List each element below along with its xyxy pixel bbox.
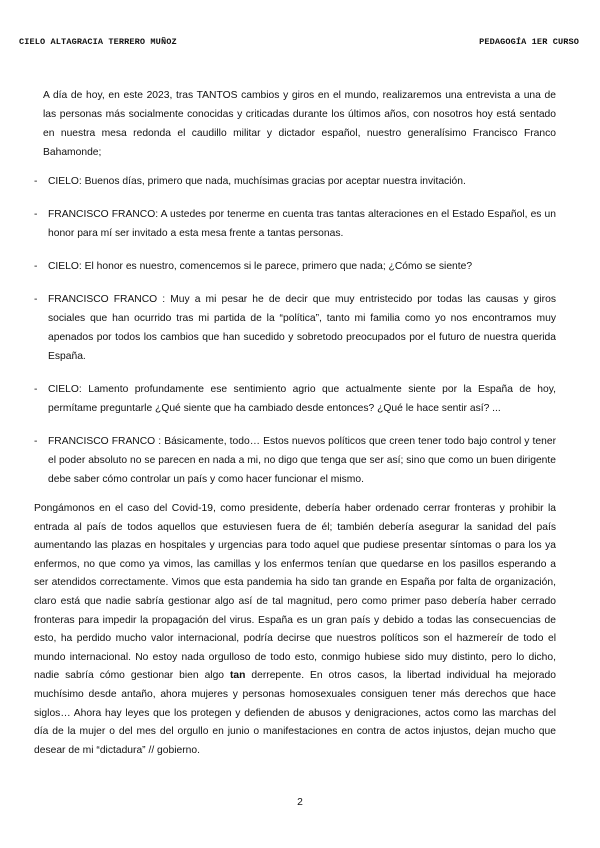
header-author: CIELO ALTAGRACIA TERRERO MUÑOZ — [19, 37, 177, 47]
list-dash: - — [34, 384, 38, 395]
dialogue-text: CIELO: El honor es nuestro, comencemos si le parece, primero que nada; ¿Cómo se siente? — [48, 261, 473, 272]
dialogue-text: FRANCISCO FRANCO : Muy a mi pesar he de decir que muy entristecido por todas las causas y giros sociales que han ocurrido tras mi partida de la “política”, tanto mi familia como yo nos encontramos muy apenados por todos los cambios que han sucedido y sobretodo preocupados por el futuro de nuestra querida España. — [48, 294, 556, 362]
dialogue-text: FRANCISCO FRANCO : Básicamente, todo… Estos nuevos políticos que creen tener todo bajo control y tener el poder absoluto no se parecen en nada a mi, no digo que tenga que ser así; sino que como un buen dirigente debe saber cómo controlar un país y como hacer funcionar el mismo. — [48, 436, 556, 485]
dialogue-item — [34, 172, 556, 191]
dialogue-text: CIELO: Lamento profundamente ese sentimiento agrio que actualmente siente por la España de hoy, permítame preguntarle ¿Qué siente que ha cambiado desde entonces? ¿Qué le hace sentir así? ... — [48, 384, 556, 414]
list-dash: - — [34, 209, 38, 220]
list-dash: - — [34, 176, 38, 187]
dialogue-text: CIELO: Buenos días, primero que nada, muchísimas gracias por aceptar nuestra invitación. — [48, 176, 466, 187]
header-course: PEDAGOGÍA 1ER CURSO — [479, 37, 579, 47]
dialogue-item — [34, 205, 556, 243]
body-text-part1: Pongámonos en el caso del Covid-19, como presidente, debería haber ordenado cerrar fronteras y prohibir la entrada al país de todos aquellos que estuviesen fuera de él; también debería asegurar la sanidad del país aumentando las plazas en hospitales y urgencias para todo aquel que pudiese presentar síntomas o para los ya enfermos, no que como ya vimos, las camillas y los enfermos tenían que quedarse en los pasillos esperando a ser atendidos correctamente. Vimos que esta pandemia ha sido tan grande en España por falta de organización, claro está que nadie sabría gestionar algo así de tal magnitud, pero como primer paso debería haber cerrado fronteras para impedir la propagación del virus. España es un gran país y debido a todas las consecuencias de esto, ha perdido mucho valor internacional, podría decirse que nuestros políticos son el hazmereír de todo el mundo internacional. No estoy nada orgulloso de todo esto, conmigo hubiese sido muy distinto, pero lo dicho, nadie sabría cómo gestionar bien algo — [34, 503, 556, 682]
body-bold-word: tan — [229, 670, 246, 682]
interview-dialogue — [34, 172, 556, 503]
dialogue-item — [34, 257, 556, 276]
list-dash: - — [34, 436, 38, 447]
body-paragraph — [34, 500, 556, 760]
intro-paragraph: A día de hoy, en este 2023, tras TANTOS cambios y giros en el mundo, realizaremos una entrevista a una de las personas más socialmente conocidas y criticadas durante los últimos años, con nosotros hoy está sentado en nuestra mesa redonda el caudillo militar y dictador español, nuestro generalísimo Francisco Franco Bahamonde; — [43, 90, 556, 158]
list-dash: - — [34, 261, 38, 272]
dialogue-item — [34, 380, 556, 418]
list-dash: - — [34, 294, 38, 305]
dialogue-item — [34, 432, 556, 489]
dialogue-text: FRANCISCO FRANCO: A ustedes por tenerme en cuenta tras tantas alteraciones en el Estado Español, es un honor para mí ser invitado a esta mesa frente a tantas personas. — [48, 209, 556, 239]
body-text-part2: derrepente. En otros casos, la libertad individual ha mejorado muchísimo desde antaño, ahora mujeres y personas homosexuales consiguen tener más derechos que hace siglos… Ahora hay leyes que los protegen y defienden de abusos y denigraciones, actos como las marchas del día de la mujer o del mes del orgullo en junio o manifestaciones en contra de actos injustos, dejan mucho que desear de mi “dictadura” // gobierno. — [34, 670, 556, 756]
page-number: 2 — [297, 797, 303, 808]
dialogue-item — [34, 290, 556, 366]
